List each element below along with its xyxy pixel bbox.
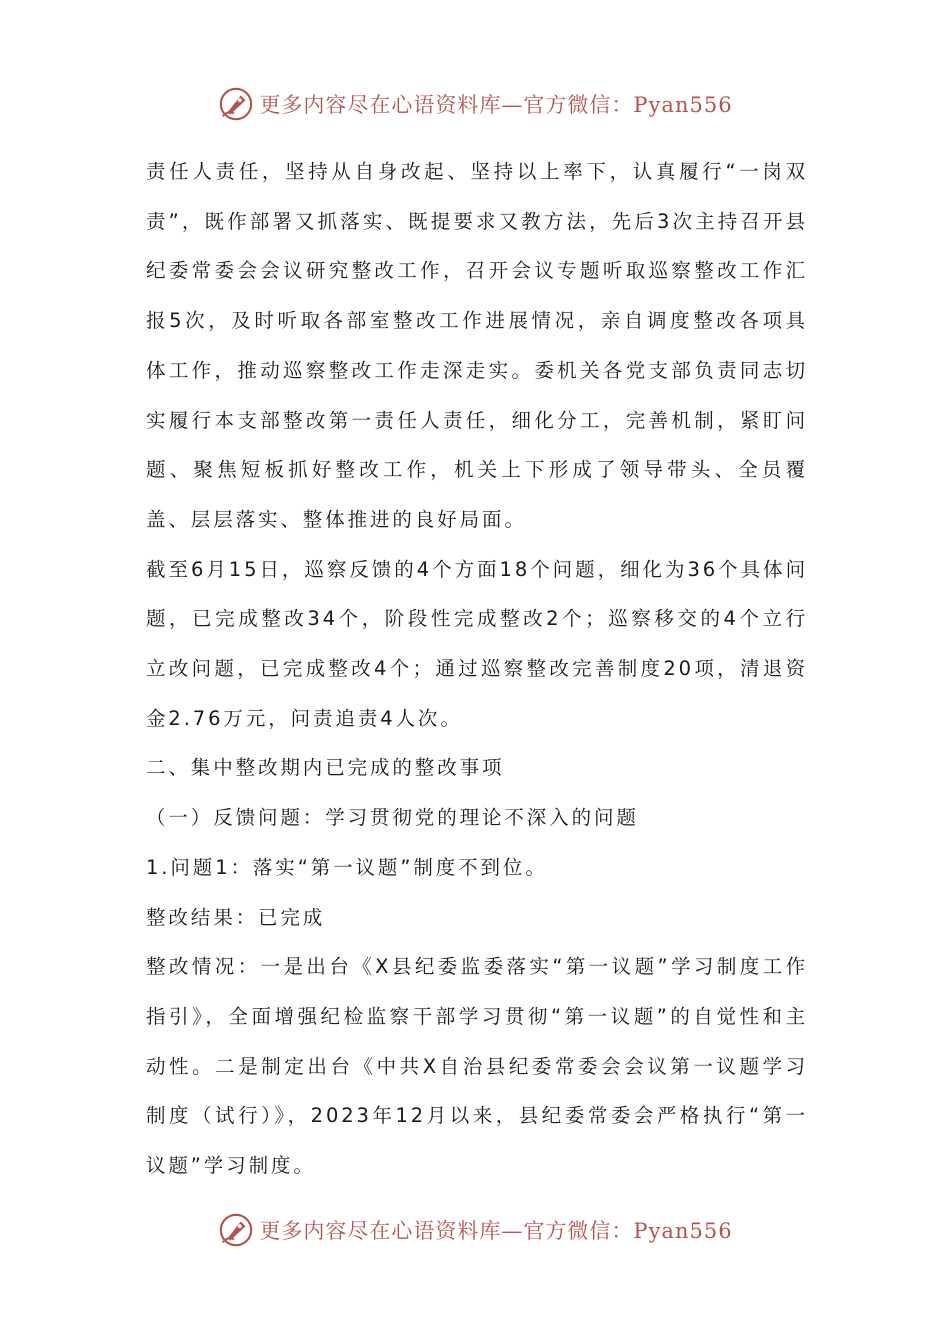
watermark-banner-bottom bbox=[0, 1210, 950, 1250]
watermark-text: 更多内容尽在心语资料库—官方微信：Pyan556 bbox=[259, 93, 733, 117]
paragraph-progress-summary: 截至6月15日，巡察反馈的4个方面18个问题，细化为36个具体问题，已完成整改34个，阶段性完成整改2个；巡察移交的4个立行立改问题，已完成整改4个；通过巡察整改完善制度20项，清退资金2.76万元，问责追责4人次。 bbox=[146, 557, 808, 730]
watermark-text: 更多内容尽在心语资料库—官方微信：Pyan556 bbox=[259, 1219, 733, 1243]
document-body bbox=[146, 147, 808, 1191]
issue-title: 1.问题1：落实“第一议题”制度不到位。 bbox=[146, 855, 548, 879]
section-heading: 二、集中整改期内已完成的整改事项 bbox=[146, 756, 505, 780]
subsection-heading: （一）反馈问题：学习贯彻党的理论不深入的问题 bbox=[146, 806, 639, 830]
rectification-result: 整改结果：已完成 bbox=[146, 905, 326, 929]
paragraph-rectification-responsibility: 责任人责任，坚持从自身改起、坚持以上率下，认真履行“一岗双责”，既作部署又抓落实、既提要求又教方法，先后3次主持召开县纪委常委会会议研究整改工作，召开会议专题听取巡察整改工作汇报5次，及时听取各部室整改工作进展情况，亲自调度整改各项具体工作，推动巡察整改工作走深走实。委机关各党支部负责同志切实履行本支部整改第一责任人责任，细化分工，完善机制，紧盯问题、聚焦短板抓好整改工作，机关上下形成了领导带头、全员覆盖、层层落实、整体推进的良好局面。 bbox=[146, 160, 808, 531]
rectification-details: 整改情况：一是出台《X县纪委监委落实“第一议题”学习制度工作指引》，全面增强纪检监察干部学习贯彻“第一议题”的自觉性和主动性。二是制定出台《中共X自治县纪委常委会会议第一议题学习制度（试行）》，2023年12月以来，县纪委常委会严格执行“第一议题”学习制度。 bbox=[146, 955, 808, 1178]
pen-nib-logo-icon bbox=[217, 85, 255, 123]
pen-nib-logo-icon bbox=[217, 1211, 255, 1249]
watermark-banner-top bbox=[0, 84, 950, 124]
